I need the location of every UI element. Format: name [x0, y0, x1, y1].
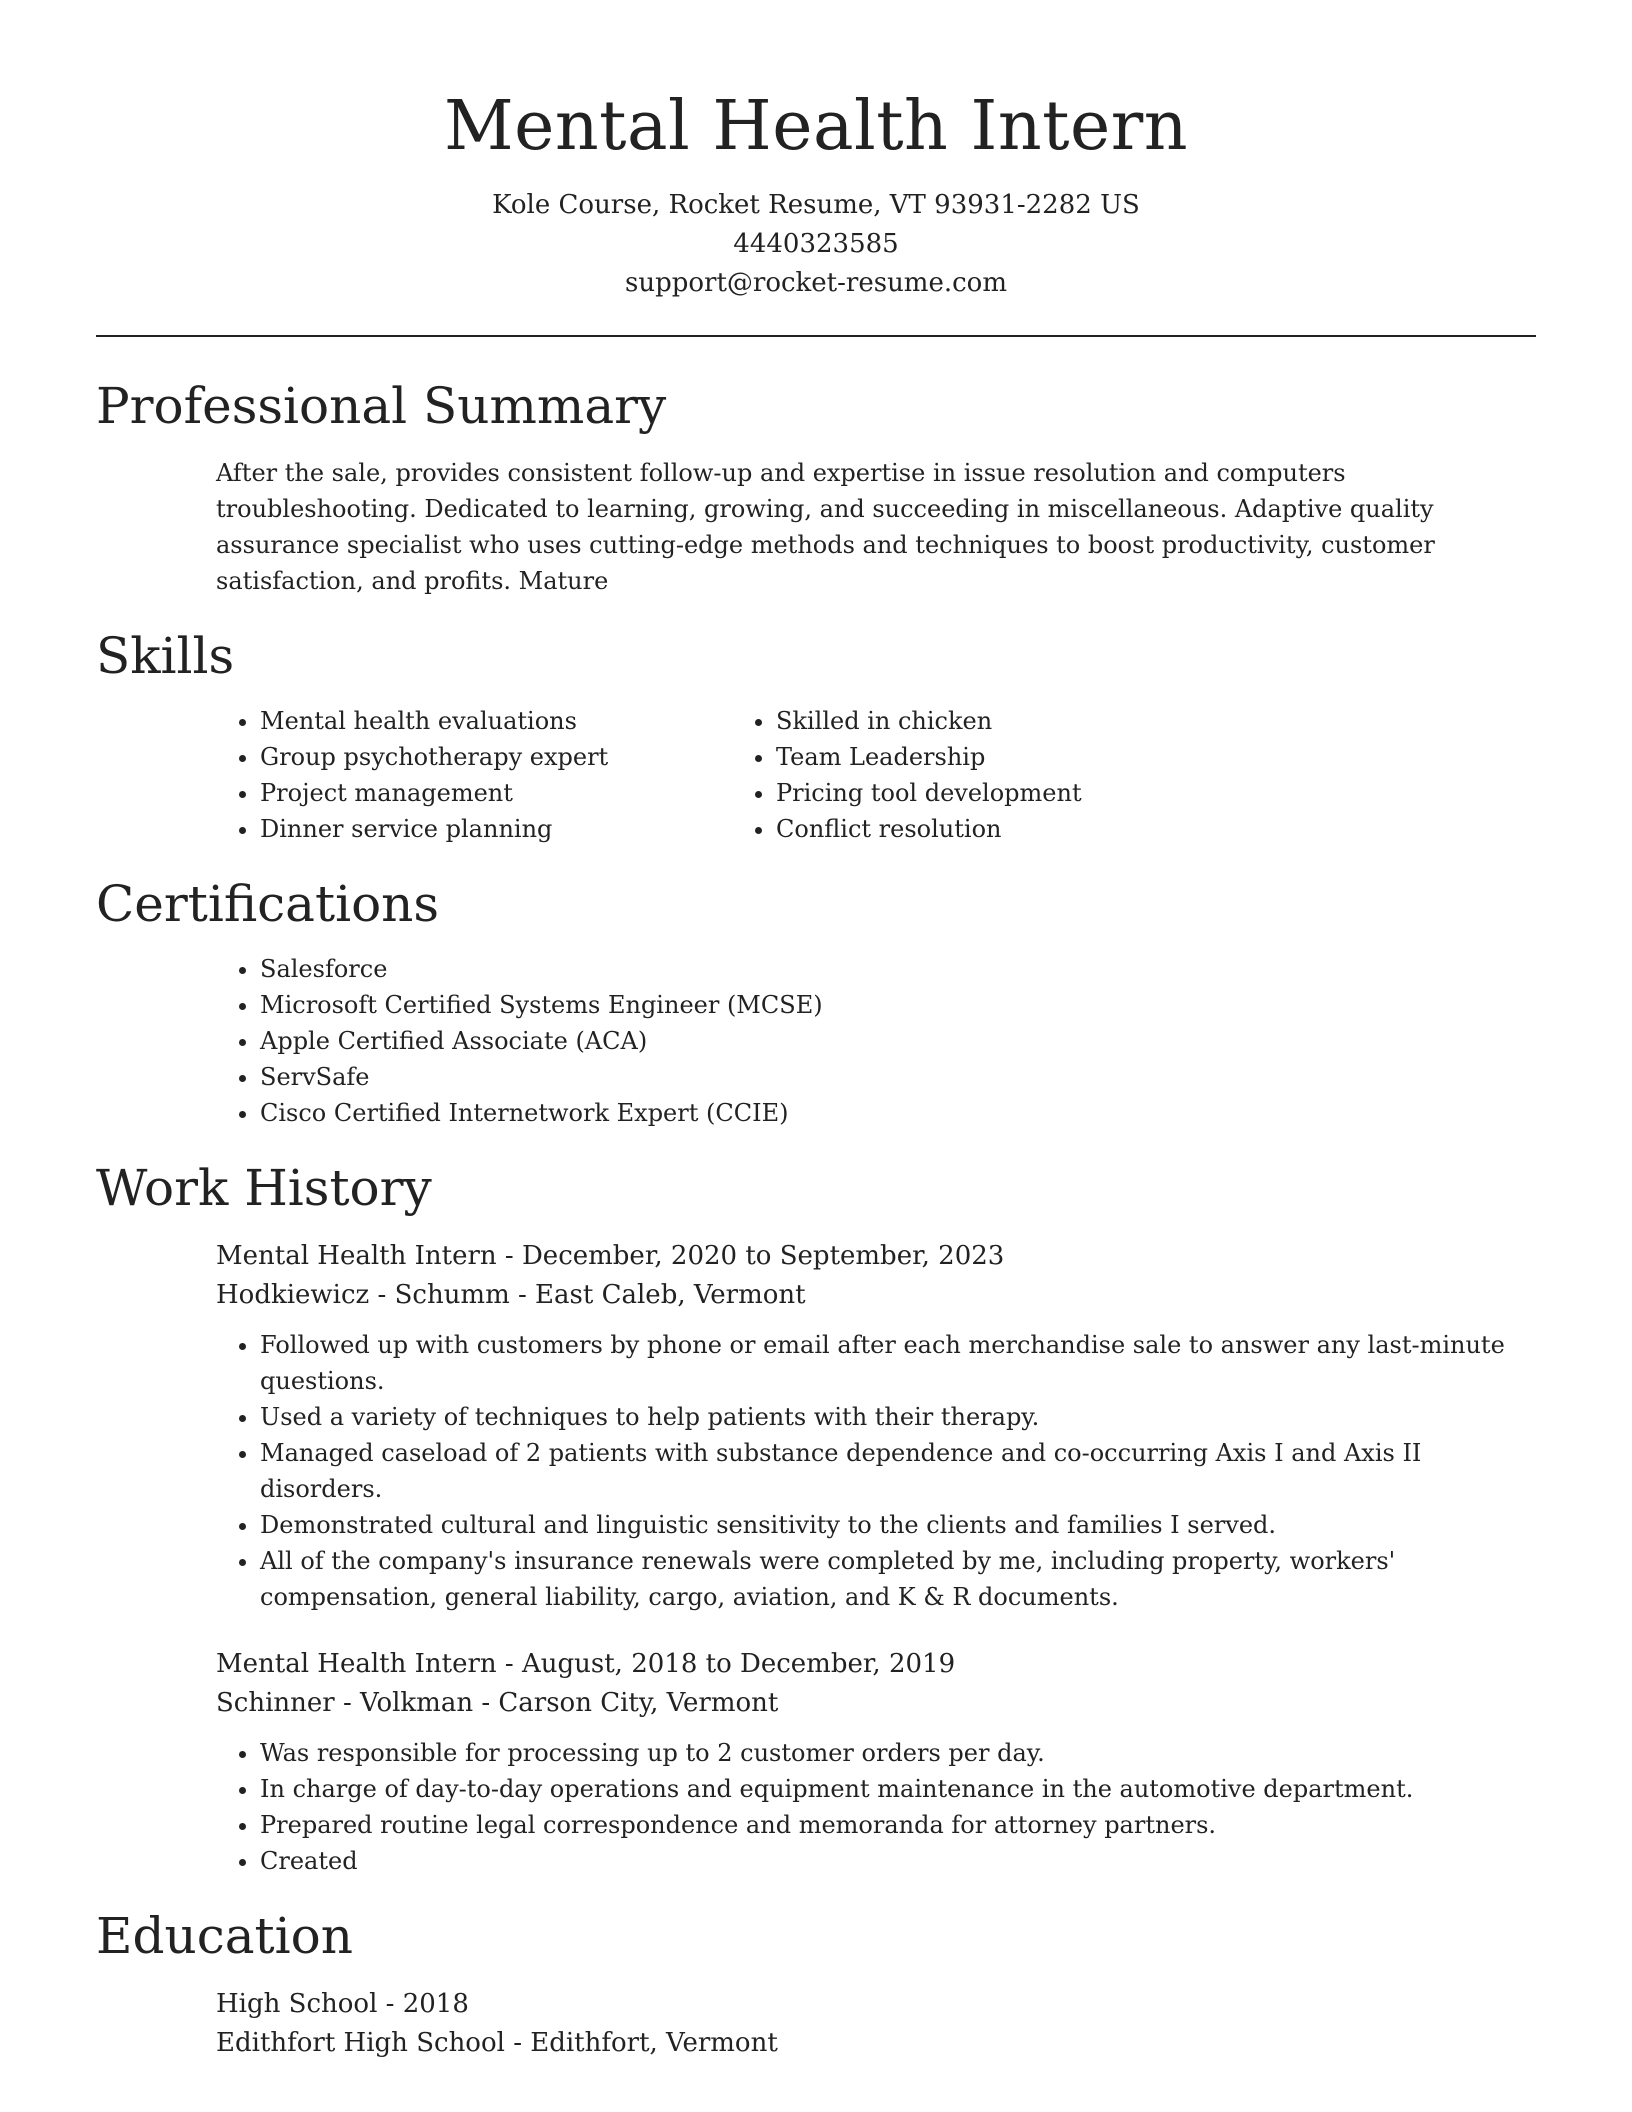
skill-item: • Conflict resolution: [776, 811, 1082, 847]
skill-item: • Skilled in chicken: [776, 703, 1082, 739]
education-school-location: Edithfort High School - Edithfort, Vermont: [216, 2028, 778, 2058]
skills-list-right: [746, 703, 1082, 847]
job-entry: [96, 1645, 1536, 1879]
job-bullet: • Followed up with customers by phone or email after each merchandise sale to answer any last-minute questions.: [260, 1327, 1536, 1399]
summary-section: [96, 371, 1536, 599]
certifications-title: Certifications: [96, 875, 440, 933]
skills-title: Skills: [96, 627, 235, 685]
job-employer-location: Hodkiewicz - Schumm - East Caleb, Vermont: [216, 1280, 806, 1310]
certification-item: • Cisco Certified Internetwork Expert (CCIE): [260, 1095, 1536, 1131]
job-bullets: [216, 1327, 1536, 1615]
job-employer-location: Schinner - Volkman - Carson City, Vermont: [216, 1688, 779, 1718]
skills-list-left: [96, 703, 746, 847]
skill-item: • Mental health evaluations: [260, 703, 746, 739]
summary-text: After the sale, provides consistent follow-up and expertise in issue resolution and computers troubleshooting. Dedicated to learning, growing, and succeeding in miscellaneous. Adaptive quality assurance specialist who uses cutting-edge methods and techniques to boost productivity, customer satisfaction, and profits. Mature: [216, 459, 1435, 595]
job-title-dates: Mental Health Intern - December, 2020 to September, 2023: [216, 1241, 1005, 1271]
job-bullets: [216, 1735, 1536, 1879]
education-title: Education: [96, 1907, 353, 1965]
certification-item: • Apple Certified Associate (ACA): [260, 1023, 1536, 1059]
job-bullet: • Created: [260, 1843, 1536, 1879]
job-bullet: • Used a variety of techniques to help patients with their therapy.: [260, 1399, 1536, 1435]
certification-item: • Salesforce: [260, 951, 1536, 987]
job-bullet: • In charge of day-to-day operations and equipment maintenance in the automotive department.: [260, 1771, 1536, 1807]
certifications-section: [96, 869, 1536, 1131]
contact-address: Kole Course, Rocket Resume, VT 93931-2282 US: [492, 190, 1140, 220]
certifications-list: [96, 951, 1536, 1131]
skill-item: • Pricing tool development: [776, 775, 1082, 811]
skill-item: • Team Leadership: [776, 739, 1082, 775]
job-bullet: • Demonstrated cultural and linguistic sensitivity to the clients and families I served.: [260, 1507, 1536, 1543]
contact-phone: 4440323585: [733, 229, 899, 259]
job-title-dates: Mental Health Intern - August, 2018 to December, 2019: [216, 1649, 956, 1679]
job-bullet: • All of the company's insurance renewals were completed by me, including property, workers' compensation, general liability, cargo, aviation, and K & R documents.: [260, 1543, 1536, 1615]
education-section: [96, 1901, 1536, 2063]
summary-title: Professional Summary: [96, 377, 667, 435]
skill-item: • Project management: [260, 775, 746, 811]
skill-item: • Dinner service planning: [260, 811, 746, 847]
job-entry: [96, 1237, 1536, 1615]
education-entry: [96, 1985, 1536, 2063]
skills-columns: [96, 703, 1536, 847]
header-divider: [96, 335, 1536, 337]
certification-item: • ServSafe: [260, 1059, 1536, 1095]
candidate-name: Mental Health Intern: [444, 87, 1188, 166]
education-degree-year: High School - 2018: [216, 1989, 469, 2019]
skills-section: [96, 621, 1536, 847]
contact-email: support@rocket-resume.com: [624, 268, 1007, 298]
work-history-title: Work History: [96, 1159, 432, 1217]
job-bullet: • Managed caseload of 2 patients with substance dependence and co-occurring Axis I and Axis II disorders.: [260, 1435, 1536, 1507]
job-bullet: • Prepared routine legal correspondence and memoranda for attorney partners.: [260, 1807, 1536, 1843]
work-history-section: [96, 1153, 1536, 1879]
skill-item: • Group psychotherapy expert: [260, 739, 746, 775]
certification-item: • Microsoft Certified Systems Engineer (MCSE): [260, 987, 1536, 1023]
job-bullet: • Was responsible for processing up to 2 customer orders per day.: [260, 1735, 1536, 1771]
resume-header: [96, 0, 1536, 303]
contact-block: [96, 186, 1536, 303]
